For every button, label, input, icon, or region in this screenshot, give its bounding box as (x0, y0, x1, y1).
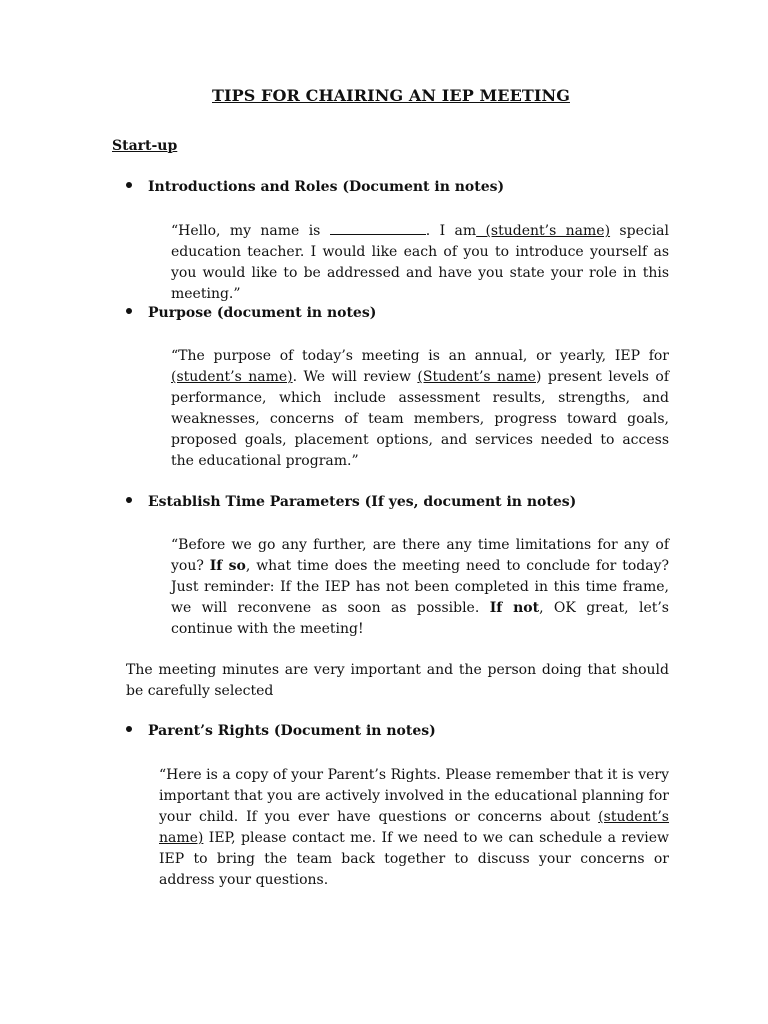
time-parameters-paragraph: “Before we go any further, are there any time limitations for any of you? If so, what time does the meeting need to conclude for today? Just reminder: If the IEP has not been completed in this time frame, we will reconvene as soon as possible. If not, OK great, let’s continue with the meeting! (171, 537, 670, 637)
purpose-paragraph: “The purpose of today’s meeting is an annual, or yearly, IEP for (student’s name). We will review (Student’s name) present levels of performance, which include assessment results, strengths, and weaknesses, concerns of team members, progress toward goals, proposed goals, placement options, and services needed to access the educational program.” (171, 348, 670, 469)
bullet-parents-rights (126, 723, 436, 739)
bullet-dot-icon (126, 308, 132, 314)
bullet-label: Purpose (document in notes) (148, 305, 377, 321)
introductions-paragraph: “Hello, my name is . I am (student’s name) special education teacher. I would like each of you to introduce yourself as you would like to be addressed and have you state your role in this meeting.” (171, 220, 669, 305)
section-heading-startup: Start-up (112, 138, 178, 154)
bullet-dot-icon (126, 497, 132, 503)
parents-rights-paragraph: “Here is a copy of your Parent’s Rights. Please remember that it is very important that you are actively involved in the educational planning for your child. If you ever have questions or concerns about (student’s name) IEP, please contact me. If we need to we can schedule a review IEP to bring the team back together to discuss your concerns or address your questions. (159, 767, 669, 888)
bullet-purpose (126, 305, 376, 321)
minutes-note: The meeting minutes are very important and the person doing that should be carefully selected (126, 662, 669, 699)
bullet-dot-icon (126, 182, 132, 188)
bullet-time-parameters (126, 494, 576, 510)
name-blank-line (330, 220, 426, 235)
bullet-introductions (126, 179, 504, 195)
bullet-label: Establish Time Parameters (If yes, document in notes) (148, 494, 577, 510)
bullet-label: Parent’s Rights (Document in notes) (148, 723, 436, 739)
bullet-label: Introductions and Roles (Document in notes) (148, 179, 505, 195)
bullet-dot-icon (126, 726, 132, 732)
page-title: TIPS FOR CHAIRING AN IEP MEETING (212, 86, 570, 105)
